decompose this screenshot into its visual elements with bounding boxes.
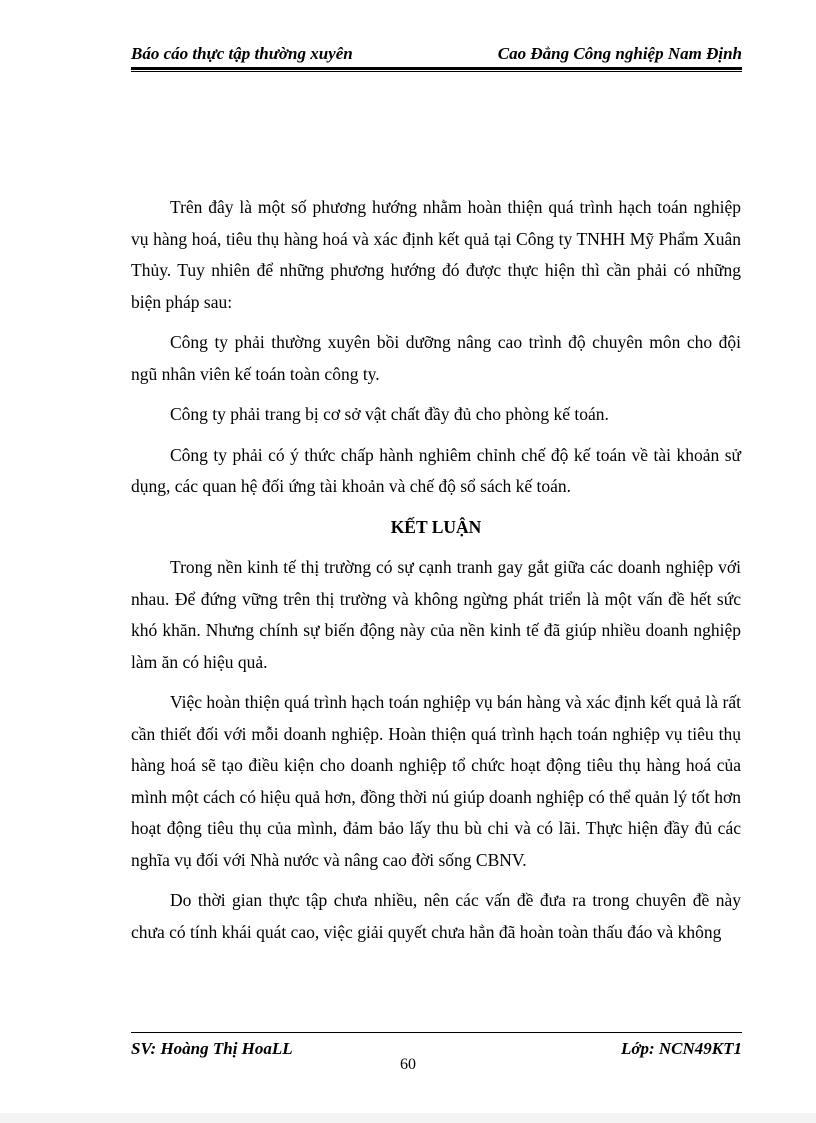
paragraph: Công ty phải thường xuyên bồi dưỡng nâng cao trình độ chuyên môn cho đội ngũ nhân viên kế toán toàn công ty. (131, 332, 741, 384)
page-number: 60 (400, 1056, 416, 1073)
paragraph: Việc hoàn thiện quá trình hạch toán nghiệp vụ bán hàng và xác định kết quả là rất cần thiết đối với mỗi doanh nghiệp. Hoàn thiện quá trình hạch toán nghiệp vụ tiêu thụ hàng hoá sẽ tạo điều kiện cho doanh nghiệp tổ chức hoạt động tiêu thụ hàng hoá của mình một cách có hiệu quả hơn, đồng thời nú giúp doanh nghiệp có thể quản lý tốt hơn hoạt động tiêu thụ của mình, đảm bảo lấy thu bù chi và có lãi. Thực hiện đầy đủ các nghĩa vụ đối với Nhà nước và nâng cao đời sống CBNV. (131, 692, 741, 870)
section-heading: KẾT LUẬN (390, 516, 482, 537)
document-body (131, 192, 741, 957)
paragraph: Công ty phải trang bị cơ sở vật chất đầy đủ cho phòng kế toán. (170, 404, 609, 424)
footer-divider (131, 1032, 742, 1033)
paragraph: Do thời gian thực tập chưa nhiều, nên các vấn đề đưa ra trong chuyên đề này chưa có tính khái quát cao, việc giải quyết chưa hẳn đã hoàn toàn thấu đáo và không (131, 890, 741, 942)
header-divider (131, 67, 742, 72)
footer-class-code: Lớp: NCN49KT1 (620, 1039, 742, 1058)
page-bottom-edge (0, 1113, 816, 1123)
paragraph: Trên đây là một số phương hướng nhằm hoàn thiện quá trình hạch toán nghiệp vụ hàng hoá, tiêu thụ hàng hoá và xác định kết quả tại Công ty TNHH Mỹ Phẩm Xuân Thủy. Tuy nhiên để những phương hướng đó được thực hiện thì cần phải có những biện pháp sau: (131, 197, 741, 312)
header-report-title: Báo cáo thực tập thường xuyên (131, 44, 353, 63)
header-school-name: Cao Đẳng Công nghiệp Nam Định (497, 44, 742, 63)
page-header (131, 40, 742, 70)
paragraph: Công ty phải có ý thức chấp hành nghiêm chỉnh chế độ kế toán về tài khoản sử dụng, các quan hệ đối ứng tài khoản và chế độ sổ sách kế toán. (131, 444, 741, 496)
paragraph: Trong nền kinh tế thị trường có sự cạnh tranh gay gắt giữa các doanh nghiệp với nhau. Để đứng vững trên thị trường và không ngừng phát triển là một vấn đề hết sức khó khăn. Nhưng chính sự biến động này của nền kinh tế đã giúp nhiều doanh nghiệp làm ăn có hiệu quả. (131, 557, 741, 672)
footer-student-name: SV: Hoàng Thị HoaLL (131, 1039, 293, 1058)
